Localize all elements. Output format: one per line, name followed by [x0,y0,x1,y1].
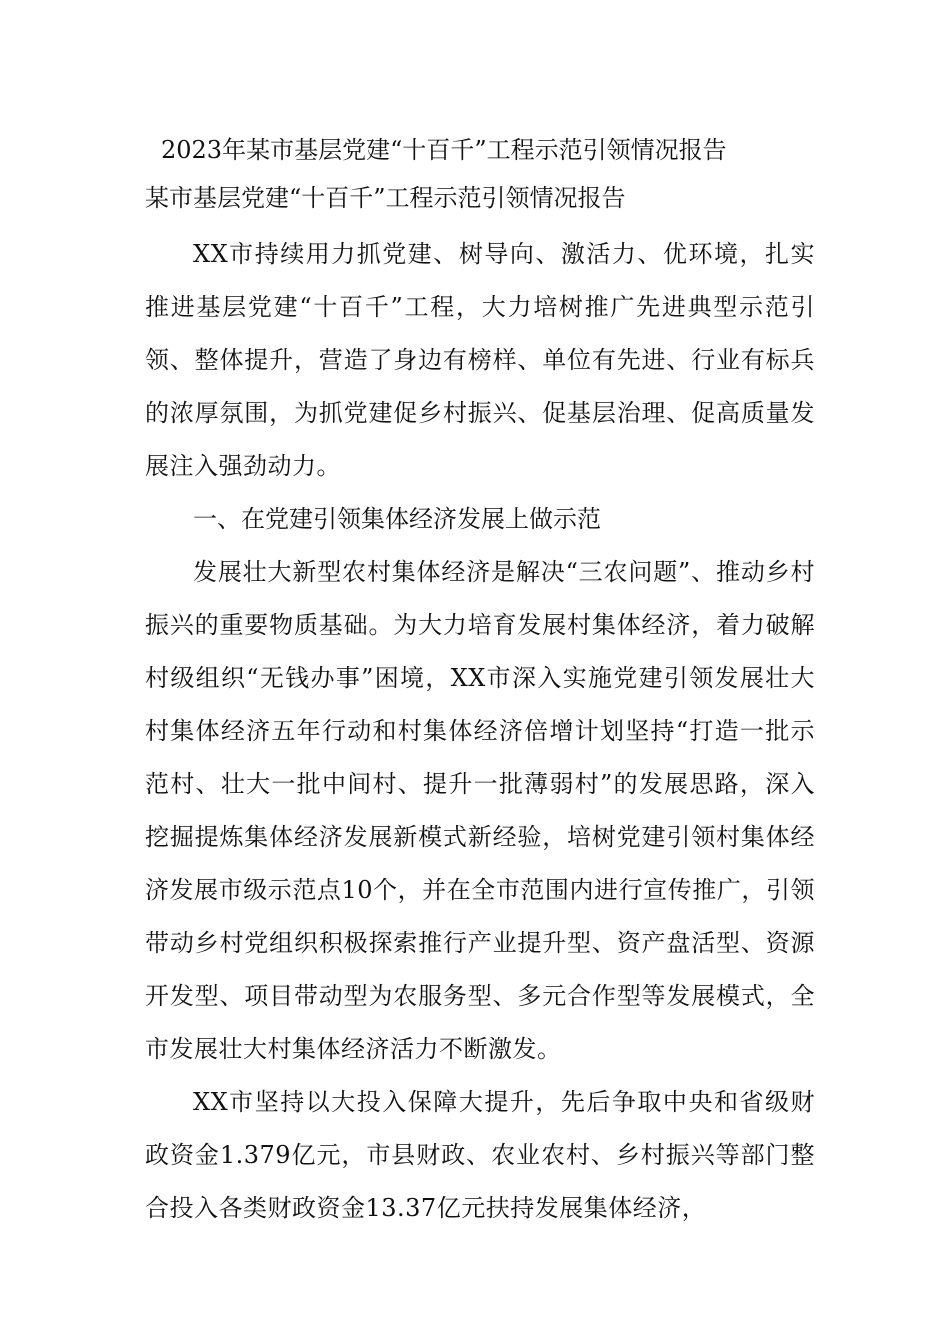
document-subtitle: 某市基层党建“十百千”工程示范引领情况报告 [145,184,626,212]
document-body [145,128,815,1235]
section-heading: 一、在党建引领集体经济发展上做示范 [193,505,601,533]
section-paragraph: XX市坚持以大投入保障大提升，先后争取中央和省级财政资金1.379亿元，市县财政、农业农村、乡村振兴等部门整合投入各类财政资金13.37亿元扶持发展集体经济， [145,1088,815,1222]
intro-paragraph: XX市持续用力抓党建、树导向、激活力、优环境，扎实推进基层党建“十百千”工程，大力培树推广先进典型示范引领、整体提升，营造了身边有榜样、单位有先进、行业有标兵的浓厚氛围，为抓党建促乡村振兴、促基层治理、促高质量发展注入强劲动力。 [145,240,815,480]
document-title: 2023年某市基层党建“十百千”工程示范引领情况报告 [161,136,727,164]
section-paragraph: 发展壮大新型农村集体经济是解决“三农问题”、推动乡村振兴的重要物质基础。为大力培育发展村集体经济，着力破解村级组织“无钱办事”困境，XX市深入实施党建引领发展壮大村集体经济五年行动和村集体经济倍增计划坚持“打造一批示范村、壮大一批中间村、提升一批薄弱村”的发展思路，深入挖掘提炼集体经济发展新模式新经验，培树党建引领村集体经济发展市级示范点10个，并在全市范围内进行宣传推广，引领带动乡村党组织积极探索推行产业提升型、资产盘活型、资源开发型、项目带动型为农服务型、多元合作型等发展模式，全市发展壮大村集体经济活力不断激发。 [145,558,815,1063]
